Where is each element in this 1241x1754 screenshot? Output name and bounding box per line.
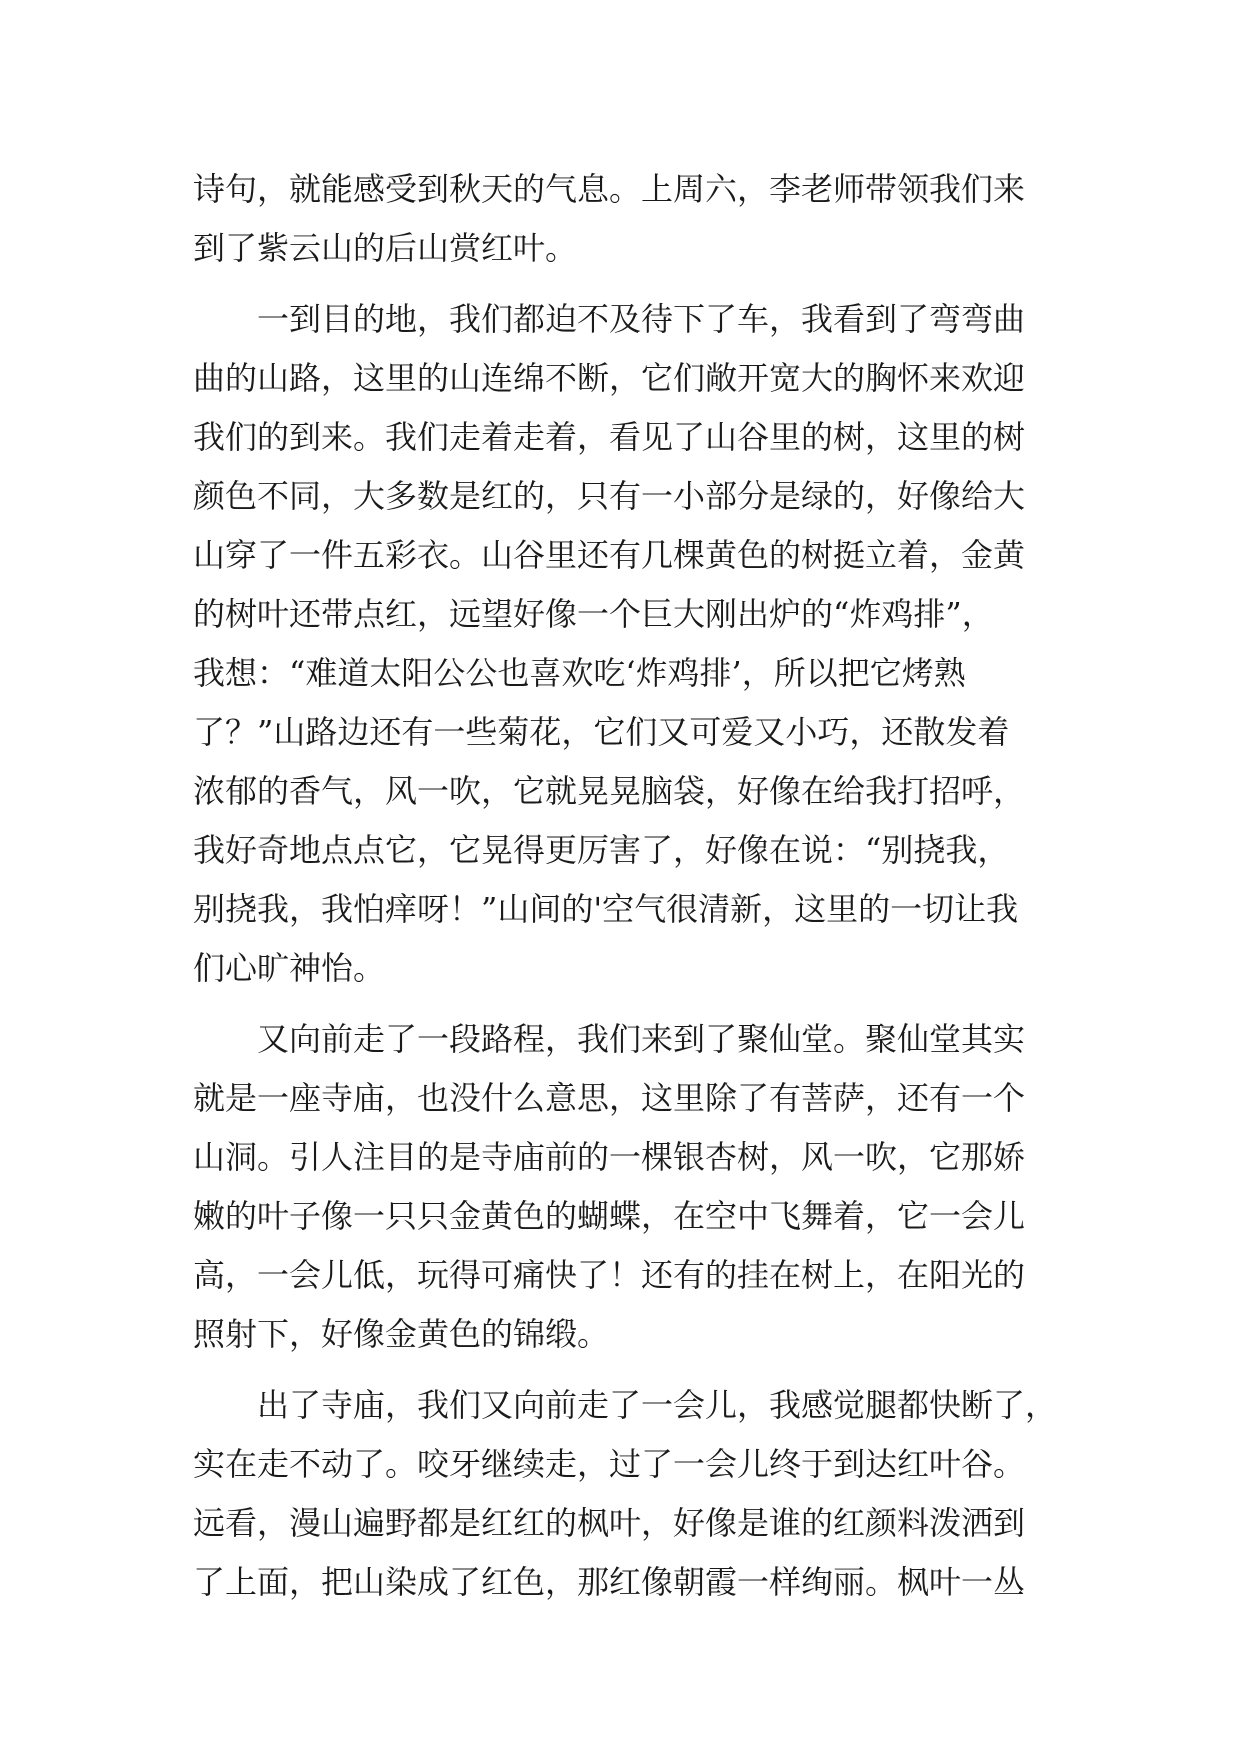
text-line: 远看，漫山遍野都是红红的枫叶，好像是谁的红颜料泼洒到 [193, 1504, 1026, 1542]
text-line: 诗句，就能感受到秋天的气息。上周六，李老师带领我们来 [193, 170, 1026, 208]
text-line: 了上面，把山染成了红色，那红像朝霞一样绚丽。枫叶一丛 [193, 1563, 1026, 1601]
paragraph-first-line: 出了寺庙，我们又向前走了一会儿，我感觉腿都快断了， [257, 1386, 1058, 1424]
text-line: 嫩的叶子像一只只金黄色的蝴蝶，在空中飞舞着，它一会儿 [193, 1197, 1026, 1235]
text-line: 别挠我，我怕痒呀！”山间的'空气很清新，这里的一切让我 [193, 890, 1019, 928]
text-line: 的树叶还带点红，远望好像一个巨大刚出炉的“炸鸡排”， [193, 595, 994, 633]
text-line: 实在走不动了。咬牙继续走，过了一会儿终于到达红叶谷。 [193, 1445, 1026, 1483]
paragraph-first-line: 一到目的地，我们都迫不及待下了车，我看到了弯弯曲 [257, 300, 1026, 338]
document-body [193, 160, 1063, 1612]
text-line: 到了紫云山的后山赏红叶。 [193, 229, 578, 267]
text-line: 我想：“难道太阳公公也喜欢吃‘炸鸡排’，所以把它烤熟 [193, 654, 966, 692]
text-line: 高，一会儿低，玩得可痛快了！还有的挂在树上，在阳光的 [193, 1256, 1026, 1294]
text-line: 我好奇地点点它，它晃得更厉害了，好像在说：“别挠我， [193, 831, 1010, 869]
text-line: 了？”山路边还有一些菊花，它们又可爱又小巧，还散发着 [193, 713, 1010, 751]
text-line: 浓郁的香气，风一吹，它就晃晃脑袋，好像在给我打招呼， [193, 772, 1026, 810]
text-line: 们心旷神怡。 [193, 949, 386, 987]
text-line: 山穿了一件五彩衣。山谷里还有几棵黄色的树挺立着，金黄 [193, 536, 1026, 574]
text-line: 山洞。引人注目的是寺庙前的一棵银杏树，风一吹，它那娇 [193, 1138, 1026, 1176]
paragraph-first-line: 又向前走了一段路程，我们来到了聚仙堂。聚仙堂其实 [257, 1020, 1026, 1058]
text-line: 就是一座寺庙，也没什么意思，这里除了有菩萨，还有一个 [193, 1079, 1026, 1117]
text-line: 曲的山路，这里的山连绵不断，它们敞开宽大的胸怀来欢迎 [193, 359, 1026, 397]
text-line: 颜色不同，大多数是红的，只有一小部分是绿的，好像给大 [193, 477, 1026, 515]
text-line: 我们的到来。我们走着走着，看见了山谷里的树，这里的树 [193, 418, 1026, 456]
text-line: 照射下，好像金黄色的锦缎。 [193, 1315, 610, 1353]
